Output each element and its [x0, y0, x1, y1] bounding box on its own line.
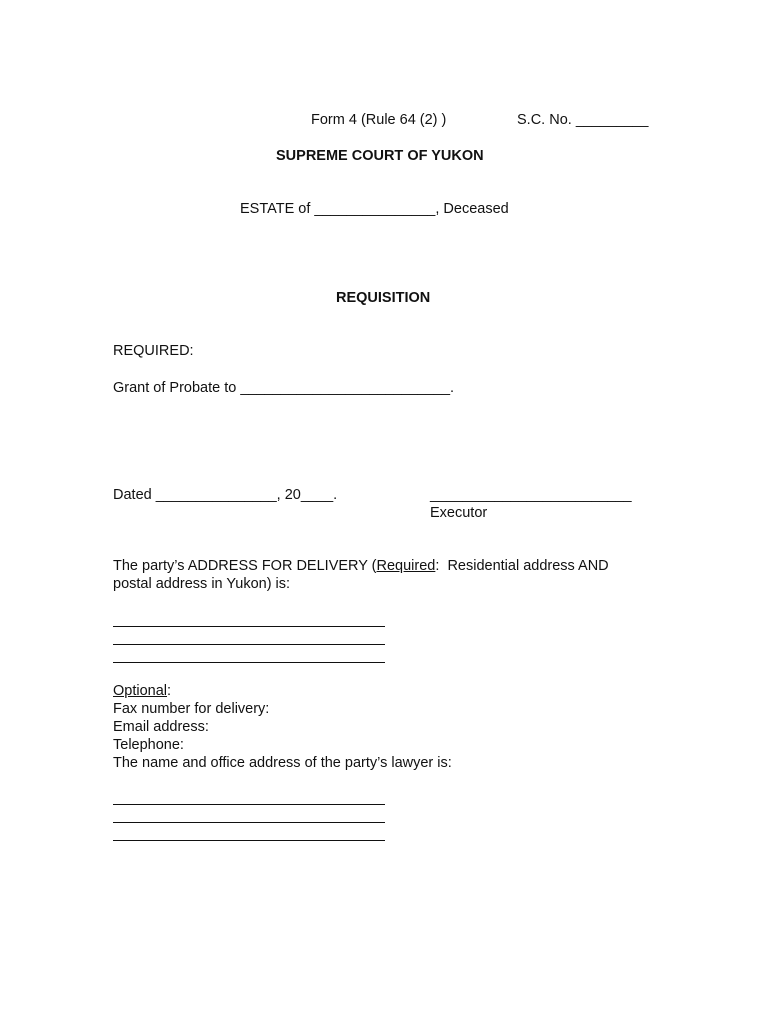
sc-number-field: S.C. No. _________ [517, 112, 649, 128]
delivery-address-line-1: The party’s ADDRESS FOR DELIVERY (Required: Residential address AND [113, 558, 609, 574]
lawyer-address-label: The name and office address of the party’s lawyer is: [113, 755, 452, 771]
email-address-label: Email address: [113, 719, 209, 735]
form-reference: Form 4 (Rule 64 (2) ) [311, 112, 447, 128]
document-title: REQUISITION [336, 290, 431, 306]
court-name: SUPREME COURT OF YUKON [276, 148, 484, 164]
executor-label: Executor [430, 505, 488, 521]
optional-heading: Optional: [113, 683, 172, 699]
dated-line: Dated _______________, 20____. [113, 487, 338, 503]
delivery-address-line-2: postal address in Yukon) is: [113, 576, 291, 592]
address-blank-line [113, 644, 385, 645]
estate-line: ESTATE of _______________, Deceased [240, 201, 509, 217]
lawyer-blank-line [113, 822, 385, 823]
executor-signature-line: _________________________ [430, 487, 632, 503]
required-word: Required [376, 558, 436, 574]
fax-number-label: Fax number for delivery: [113, 701, 270, 717]
lawyer-blank-line [113, 804, 385, 805]
telephone-label: Telephone: [113, 737, 184, 753]
address-blank-line [113, 626, 385, 627]
grant-of-probate-line: Grant of Probate to __________________________. [113, 380, 455, 396]
required-label: REQUIRED: [113, 343, 194, 359]
address-blank-line [113, 662, 385, 663]
lawyer-blank-line [113, 840, 385, 841]
